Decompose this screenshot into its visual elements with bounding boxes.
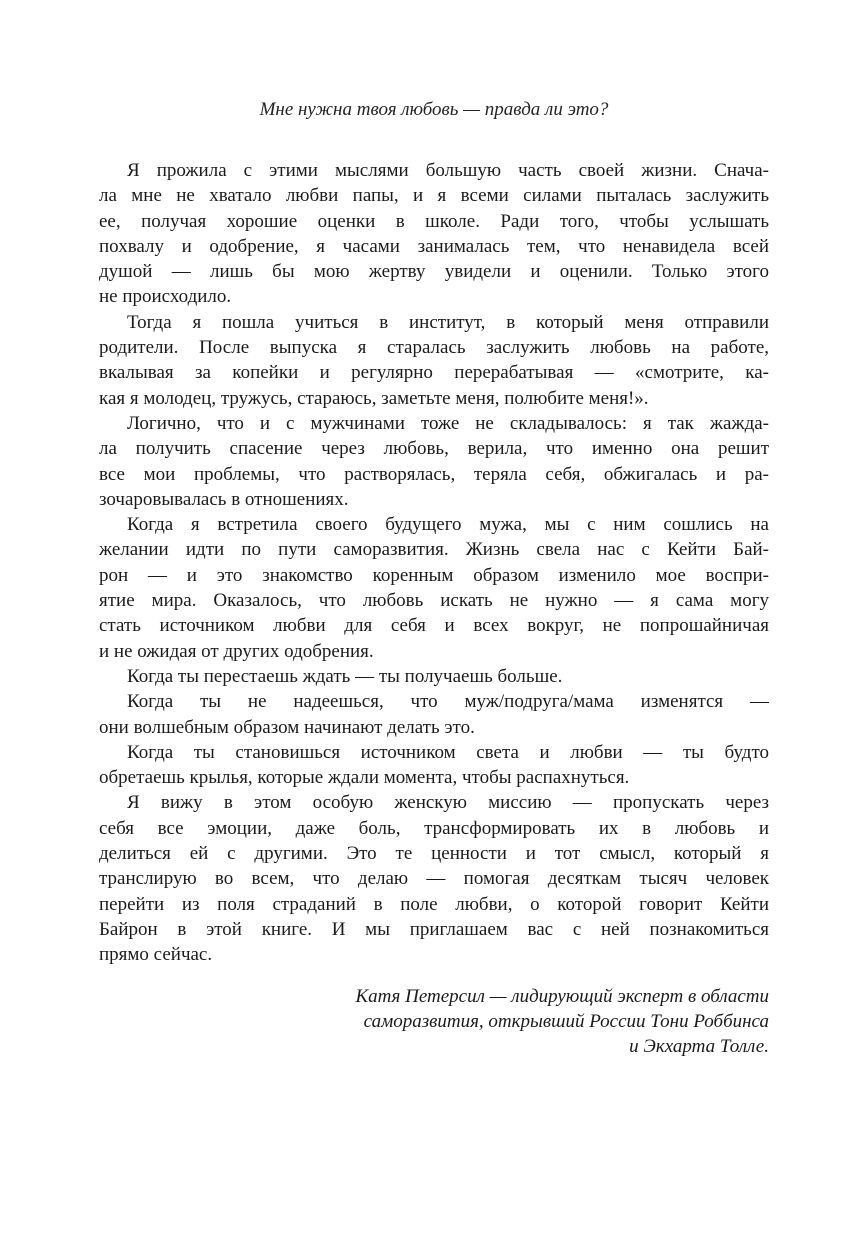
text-line: Байрон в этой книге. И мы приглашаем вас с ней познакомиться bbox=[99, 918, 769, 940]
text-line: ла получить спасение через любовь, верила, что именно она решит bbox=[99, 438, 769, 460]
text-line: желании идти по пути саморазвития. Жизнь свела нас с Кейти Бай- bbox=[99, 539, 769, 561]
text-line: Тогда я пошла учиться в институт, в который меня отправили bbox=[127, 311, 769, 333]
text-line: рон — и это знакомство коренным образом изменило мое воспри- bbox=[99, 564, 769, 586]
paragraph bbox=[99, 512, 769, 664]
text-line: кая я молодец, тружусь, стараюсь, заметьте меня, полюбите меня!». bbox=[99, 387, 649, 409]
signature-line: саморазвития, открывший России Тони Роббинса bbox=[363, 1010, 769, 1032]
text-line: обретаешь крылья, которые ждали момента, чтобы распахнуться. bbox=[99, 767, 630, 789]
paragraph bbox=[99, 158, 769, 310]
text-line: вкалывая за копейки и регулярно перерабатывая — «смотрите, ка- bbox=[99, 362, 769, 384]
text-line: Логично, что и с мужчинами тоже не складывалось: я так жажда- bbox=[127, 412, 769, 434]
signature-line: и Экхарта Толле. bbox=[629, 1036, 769, 1058]
paragraph bbox=[99, 689, 769, 740]
text-line: душой — лишь бы мою жертву увидели и оценили. Только этого bbox=[99, 261, 769, 283]
text-line: прямо сейчас. bbox=[99, 944, 213, 966]
text-line: ее, получая хорошие оценки в школе. Ради того, чтобы услышать bbox=[99, 210, 769, 232]
text-line: все мои проблемы, что растворялась, теряла себя, обжигалась и ра- bbox=[99, 463, 769, 485]
body-text bbox=[99, 158, 769, 968]
text-line: они волшебным образом начинают делать это. bbox=[99, 716, 475, 738]
paragraph bbox=[99, 310, 769, 411]
text-line: зочаровывалась в отношениях. bbox=[99, 488, 349, 510]
text-line: ла мне не хватало любви папы, и я всеми силами пыталась заслужить bbox=[99, 185, 769, 207]
text-line: ятие мира. Оказалось, что любовь искать не нужно — я сама могу bbox=[99, 590, 769, 612]
signature bbox=[99, 984, 769, 1060]
paragraph bbox=[99, 740, 769, 791]
text-line: Когда ты перестаешь ждать — ты получаешь больше. bbox=[127, 665, 563, 687]
text-line: и не ожидая от других одобрения. bbox=[99, 640, 374, 662]
paragraph bbox=[99, 790, 769, 967]
text-line: не происходило. bbox=[99, 286, 232, 308]
text-line: Я прожила с этими мыслями большую часть своей жизни. Снача- bbox=[127, 160, 769, 181]
text-line: стать источником любви для себя и всех вокруг, не попрошайничая bbox=[99, 615, 769, 637]
text-line: родители. После выпуска я старалась заслужить любовь на работе, bbox=[99, 337, 769, 359]
text-line: Я вижу в этом особую женскую миссию — пропускать через bbox=[127, 792, 769, 814]
text-line: Когда я встретила своего будущего мужа, мы с ним сошлись на bbox=[127, 514, 769, 536]
signature-line: Катя Петерсил — лидирующий эксперт в области bbox=[355, 985, 769, 1007]
text-line: транслирую во всем, что делаю — помогая десяткам тысяч человек bbox=[99, 868, 769, 890]
text-line: Когда ты не надеешься, что муж/подруга/мама изменятся — bbox=[127, 691, 769, 713]
paragraph bbox=[99, 664, 769, 689]
running-head: Мне нужна твоя любовь — правда ли это? bbox=[259, 99, 609, 120]
text-line: похвалу и одобрение, я часами занималась тем, что ненавидела всей bbox=[99, 235, 769, 257]
text-line: делиться ей с другими. Это те ценности и тот смысл, который я bbox=[99, 843, 769, 865]
text-line: себя все эмоции, даже боль, трансформировать их в любовь и bbox=[99, 817, 769, 839]
text-block bbox=[99, 99, 769, 1059]
text-line: Когда ты становишься источником света и любви — ты будто bbox=[127, 741, 769, 763]
text-line: перейти из поля страданий в поле любви, о которой говорит Кейти bbox=[99, 893, 769, 915]
paragraph bbox=[99, 411, 769, 512]
